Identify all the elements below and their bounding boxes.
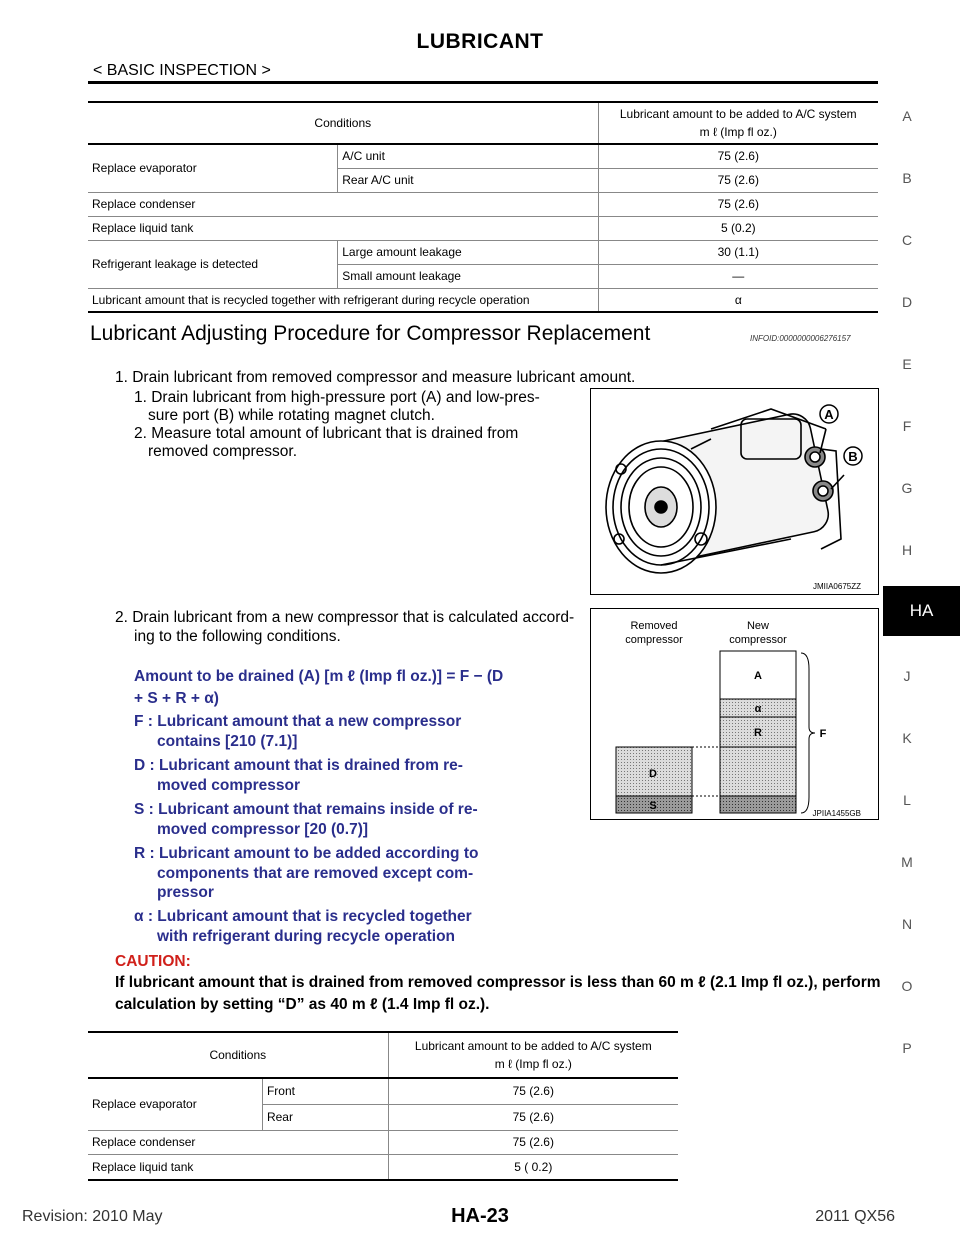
lubricant-amount-diagram [590, 608, 879, 820]
table2-cell: Replace liquid tank [88, 1154, 388, 1180]
table2-header-amount-line2: m ℓ (Imp fl oz.) [494, 1057, 572, 1071]
lubricant-table-2 [88, 1031, 678, 1181]
side-index-h[interactable]: H [901, 542, 913, 558]
compressor-figure [590, 388, 879, 595]
table1-cell: Replace evaporator [88, 144, 338, 192]
side-index-d[interactable]: D [901, 294, 913, 310]
label-r: R [754, 727, 762, 739]
formula-f-line2: contains [210 (7.1)] [157, 733, 298, 750]
label-s: S [649, 800, 657, 812]
new-compressor-label-2: compressor [729, 634, 787, 646]
section-heading: Lubricant Adjusting Procedure for Compressor Replacement [90, 322, 651, 345]
table1-cell: Replace liquid tank [88, 216, 598, 240]
formula-r-line2: components that are removed except com- [157, 865, 474, 882]
label-a: A [754, 670, 762, 682]
step-1-1-line2: sure port (B) while rotating magnet clutch. [148, 407, 435, 424]
table1-header-amount-line1: Lubricant amount to be added to A/C system [619, 107, 857, 121]
table1-cell: Replace condenser [88, 192, 598, 216]
formula-s-line1: S : Lubricant amount that remains inside of re- [134, 801, 478, 818]
formula-d-line1: D : Lubricant amount that is drained from re- [134, 757, 463, 774]
formula-line2: + S + R + α) [134, 690, 219, 707]
removed-compressor-label-1: Removed [630, 620, 678, 632]
table2-value: 75 (2.6) [388, 1104, 678, 1130]
formula-f-line1: F : Lubricant amount that a new compressor [134, 713, 462, 730]
table1-value: — [598, 264, 878, 288]
formula-line1: Amount to be drained (A) [m ℓ (Imp fl oz.)] = F − (D [134, 668, 504, 685]
table1-cell: Large amount leakage [338, 240, 598, 264]
side-index-k[interactable]: K [902, 730, 912, 746]
port-b-label: B [848, 449, 858, 464]
side-index-p[interactable]: P [902, 1040, 912, 1056]
label-d: D [649, 768, 657, 780]
table1-header-amount [598, 102, 878, 144]
formula-s-line2: moved compressor [20 (0.7)] [157, 821, 369, 838]
formula-r-line3: pressor [157, 884, 214, 901]
table1-header-conditions: Conditions [88, 102, 598, 144]
f-bracket [801, 653, 815, 813]
side-index-f[interactable]: F [902, 418, 912, 434]
table1-cell: Lubricant amount that is recycled together with refrigerant during recycle operation [88, 288, 598, 312]
formula-alpha-line2: with refrigerant during recycle operation [157, 928, 456, 945]
lubricant-table-1 [88, 101, 878, 313]
removed-compressor-label-2: compressor [625, 634, 683, 646]
side-index-g[interactable]: G [901, 480, 913, 496]
table1-cell: A/C unit [338, 144, 598, 168]
table2-value: 75 (2.6) [388, 1078, 678, 1104]
table1-value: 30 (1.1) [598, 240, 878, 264]
side-index-c[interactable]: C [901, 232, 913, 248]
formula-alpha-line1: α : Lubricant amount that is recycled together [134, 908, 472, 925]
table2-cell: Replace evaporator [88, 1078, 262, 1130]
side-index-a[interactable]: A [902, 108, 912, 124]
label-alpha: α [754, 703, 762, 715]
table1-cell: Refrigerant leakage is detected [88, 240, 338, 288]
side-index-n[interactable]: N [901, 916, 913, 932]
compressor-drawing [591, 389, 878, 594]
step-1-1-line1: 1. Drain lubricant from high-pressure port (A) and low-pres- [134, 389, 540, 406]
footer-model: 2011 QX56 [815, 1208, 895, 1225]
caution-heading: CAUTION: [115, 953, 191, 970]
table1-value: 75 (2.6) [598, 192, 878, 216]
figure2-code: JPIIA1455GB [812, 809, 861, 818]
lubricant-diagram-drawing [591, 609, 878, 819]
side-index-e[interactable]: E [902, 356, 912, 372]
formula-r-line1: R : Lubricant amount to be added according to [134, 845, 479, 862]
step-1-2-line1: 2. Measure total amount of lubricant that is drained from [134, 425, 519, 442]
bar-new-s [720, 796, 796, 813]
side-index-ha-active[interactable]: HA [883, 586, 960, 636]
side-index-o[interactable]: O [901, 978, 913, 994]
table2-header-amount [388, 1032, 678, 1078]
formula-d-line2: moved compressor [157, 777, 300, 794]
new-compressor-label-1: New [746, 620, 770, 632]
side-index-m[interactable]: M [901, 854, 913, 870]
footer-page-number: HA-23 [451, 1205, 509, 1227]
table1-header-amount-line2: m ℓ (Imp fl oz.) [699, 125, 777, 139]
table2-value: 75 (2.6) [388, 1130, 678, 1154]
table1-cell: Rear A/C unit [338, 168, 598, 192]
table1-value: 75 (2.6) [598, 144, 878, 168]
bar-new-d [720, 747, 796, 796]
footer-revision: Revision: 2010 May [22, 1208, 163, 1225]
table2-cell: Front [262, 1078, 388, 1104]
step-1: 1. Drain lubricant from removed compressor and measure lubricant amount. [115, 369, 636, 386]
table2-value: 5 ( 0.2) [388, 1154, 678, 1180]
caution-text: If lubricant amount that is drained from removed compressor is less than 60 m ℓ (2.1 Imp fl oz.), perform calculation by setting “D” as 40 m ℓ (1.4 Imp fl oz.). [115, 974, 881, 1013]
label-f: F [819, 728, 827, 740]
table2-cell: Replace condenser [88, 1130, 388, 1154]
table2-header-amount-line1: Lubricant amount to be added to A/C system [414, 1039, 652, 1053]
figure1-code: JMIIA0675ZZ [812, 582, 861, 591]
side-index-j[interactable]: J [903, 668, 911, 684]
step-2-line1: 2. Drain lubricant from a new compressor that is calculated accord- [115, 609, 575, 626]
table1-value: 75 (2.6) [598, 168, 878, 192]
step-1-2-line2: removed compressor. [148, 443, 298, 460]
table2-cell: Rear [262, 1104, 388, 1130]
table1-value: 5 (0.2) [598, 216, 878, 240]
table2-header-conditions: Conditions [88, 1032, 388, 1078]
step-2-line2: ing to the following conditions. [134, 628, 341, 645]
table1-value: α [598, 288, 878, 312]
breadcrumb: < BASIC INSPECTION > [93, 62, 271, 79]
info-id: INFOID:0000000006276157 [750, 334, 851, 343]
page-title: LUBRICANT [416, 30, 544, 53]
port-a-label: A [824, 407, 834, 422]
header-rule [88, 81, 878, 84]
table1-cell: Small amount leakage [338, 264, 598, 288]
side-index-l[interactable]: L [903, 792, 911, 808]
side-index-b[interactable]: B [902, 170, 912, 186]
